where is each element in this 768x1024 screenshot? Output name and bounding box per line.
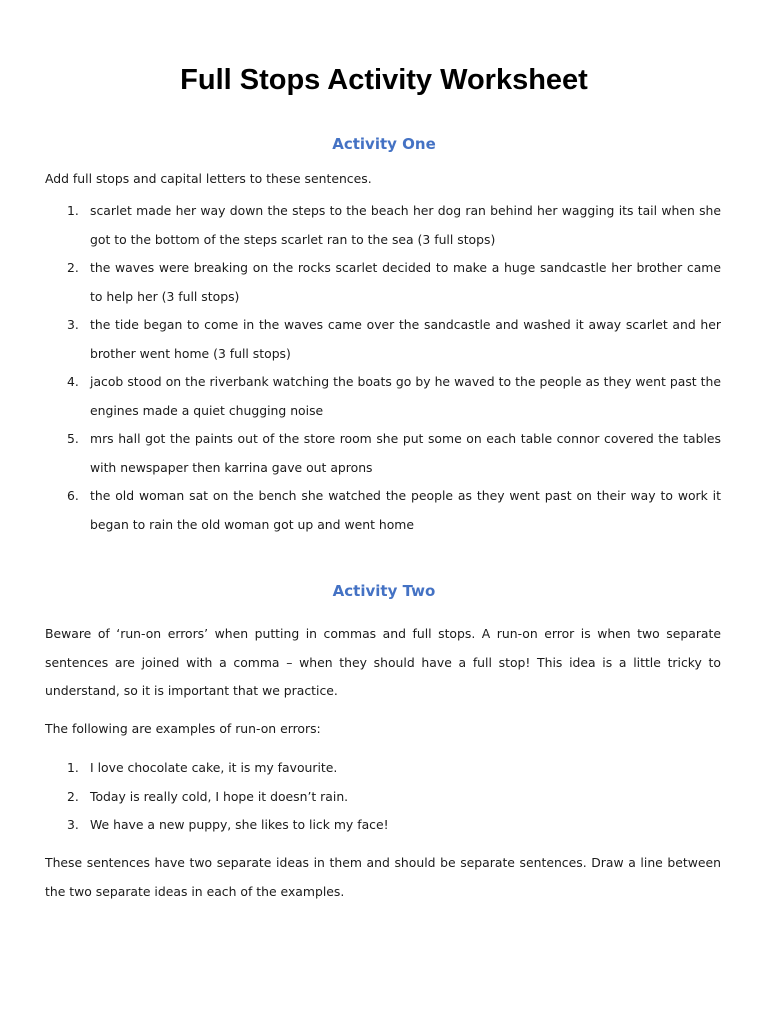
activity-two-intro: Beware of ‘run-on errors’ when putting in commas and full stops. A run-on error is when two separate sentences are joined with a comma – when they should have a full stop! This idea is a little tricky to understand, so it is important that we practice. [45,626,721,698]
list-item [45,368,721,425]
list-item-text: the old woman sat on the bench she watched the people as they went past on their way to work it began to rain the old woman got up and went home [90,488,721,532]
list-number: 6. [67,488,79,503]
list-item-text: mrs hall got the paints out of the store room she put some on each table connor covered the tables with newspaper then karrina gave out aprons [90,431,721,475]
activity-one-instruction: Add full stops and capital letters to these sentences. [45,171,372,186]
worksheet-title: Full Stops Activity Worksheet [180,64,588,96]
list-item-text: I love chocolate cake, it is my favourite. [90,760,338,775]
list-item [45,254,721,311]
examples-list [45,754,721,840]
list-item-text: We have a new puppy, she likes to lick my face! [90,817,389,832]
list-number: 1. [67,203,79,218]
list-item-text: the tide began to come in the waves came over the sandcastle and washed it away scarlet and her brother went home (3 full stops) [90,317,721,361]
activity-one-heading: Activity One [332,135,436,153]
list-number: 5. [67,431,79,446]
examples-intro: The following are examples of run-on errors: [45,721,321,736]
list-item [45,811,721,840]
list-number: 4. [67,374,79,389]
list-number: 3. [67,317,79,332]
list-item [45,311,721,368]
list-item [45,783,721,812]
list-item [45,425,721,482]
list-number: 1. [67,760,79,775]
closing-paragraph: These sentences have two separate ideas in them and should be separate sentences. Draw a line between the two separate ideas in each of the examples. [45,855,721,899]
activity-one-list [45,197,721,539]
list-number: 3. [67,817,79,832]
list-item-text: jacob stood on the riverbank watching the boats go by he waved to the people as they went past the engines made a quiet chugging noise [90,374,721,418]
list-item [45,482,721,539]
list-item [45,754,721,783]
list-item [45,197,721,254]
list-item-text: the waves were breaking on the rocks scarlet decided to make a huge sandcastle her brother came to help her (3 full stops) [90,260,721,304]
activity-two-heading: Activity Two [332,582,436,600]
list-number: 2. [67,260,79,275]
list-item-text: Today is really cold, I hope it doesn’t rain. [90,788,349,804]
list-number: 2. [67,788,79,804]
list-item-text: scarlet made her way down the steps to the beach her dog ran behind her wagging its tail when she got to the bottom of the steps scarlet ran to the sea (3 full stops) [90,203,721,247]
